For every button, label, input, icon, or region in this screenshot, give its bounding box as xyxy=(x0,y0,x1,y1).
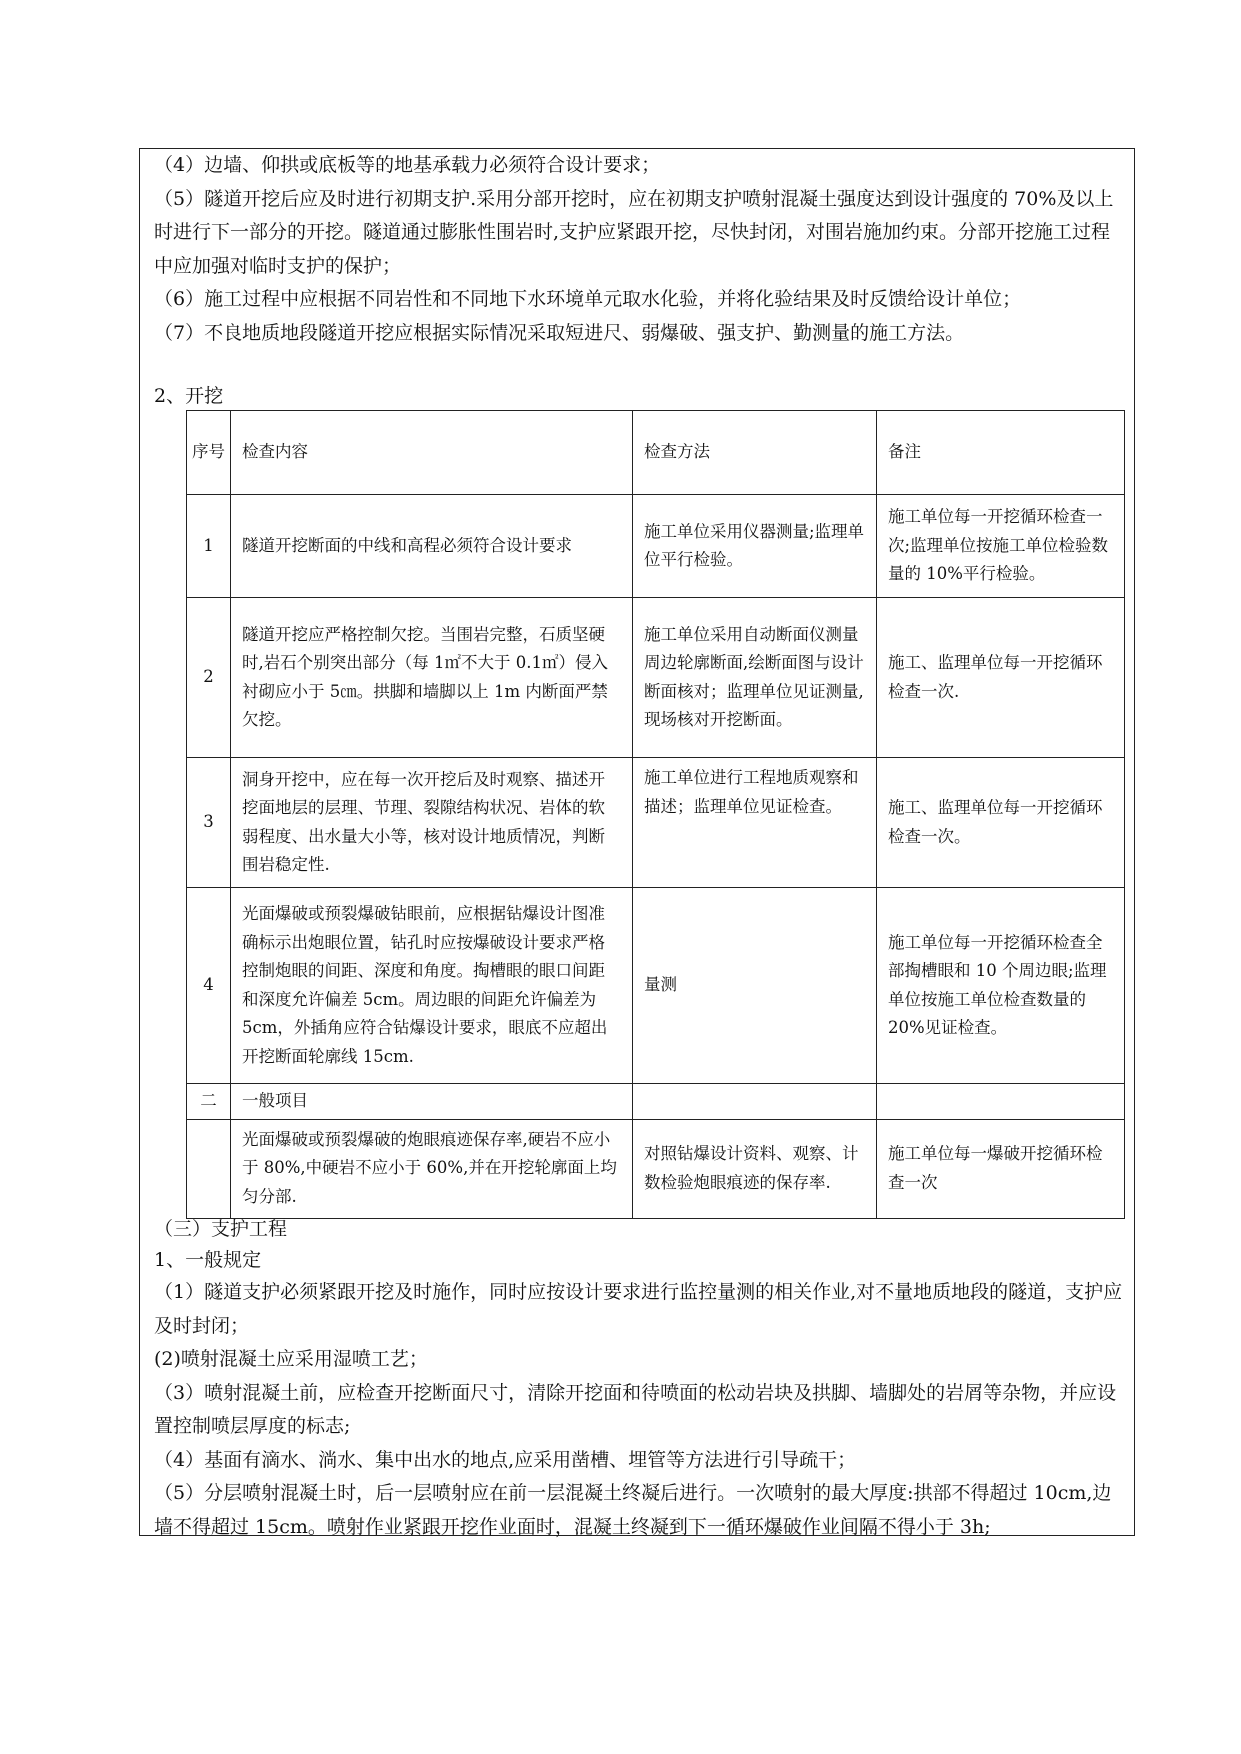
section-general-heading: 1、一般规定 xyxy=(154,1249,262,1271)
table-row xyxy=(187,888,1125,1084)
row-note: 施工单位每一爆破开挖循环检查一次 xyxy=(877,1119,1125,1218)
table-header-row xyxy=(187,411,1125,495)
section-support-heading: （三）支护工程 xyxy=(154,1218,288,1240)
row-note xyxy=(877,1084,1125,1120)
support-paragraph-1: （1）隧道支护必须紧跟开挖及时施作，同时应按设计要求进行监控量测的相关作业,对不量地质地段的隧道，支护应及时封闭； xyxy=(154,1281,1123,1337)
row-no: 4 xyxy=(187,888,231,1084)
document-frame xyxy=(139,148,1135,1536)
support-paragraph-4: （4）基面有滴水、淌水、集中出水的地点,应采用凿槽、埋管等方法进行引导疏干； xyxy=(154,1448,857,1471)
row-note: 施工、监理单位每一开挖循环检查一次。 xyxy=(877,758,1125,888)
row-method xyxy=(633,1084,877,1120)
row-content: 光面爆破或预裂爆破的炮眼痕迹保存率,硬岩不应小于 80%,中硬岩不应小于 60%,并在开挖轮廓面上均匀分部. xyxy=(231,1119,633,1218)
row-method: 量测 xyxy=(633,888,877,1084)
section-excavation-heading: 2、开挖 xyxy=(154,385,224,407)
row-no xyxy=(187,1119,231,1218)
row-content: 隧道开挖应严格控制欠挖。当围岩完整，石质坚硬时,岩石个别突出部分（每 1㎡不大于 0.1㎡）侵入衬砌应小于 5㎝。拱脚和墙脚以上 1m 内断面严禁欠挖。 xyxy=(231,598,633,758)
row-note: 施工单位每一开挖循环检查全部掏槽眼和 10 个周边眼;监理单位按施工单位检查数量的 20%见证检查。 xyxy=(877,888,1125,1084)
table-section-row xyxy=(187,1084,1125,1120)
row-no: 3 xyxy=(187,758,231,888)
paragraph-5: （5）隧道开挖后应及时进行初期支护.采用分部开挖时，应在初期支护喷射混凝土强度达到设计强度的 70%及以上时进行下一部分的开挖。隧道通过膨胀性围岩时,支护应紧跟开挖，尽快封闭，对围岩施加约束。分部开挖施工过程中应加强对临时支护的保护； xyxy=(154,187,1114,277)
inspection-table xyxy=(186,410,1125,1219)
paragraph-4: （4）边墙、仰拱或底板等的地基承载力必须符合设计要求； xyxy=(154,154,661,176)
table-row xyxy=(187,758,1125,888)
row-content: 一般项目 xyxy=(231,1084,633,1120)
support-paragraph-5: （5）分层喷射混凝土时，后一层喷射应在前一层混凝土终凝后进行。一次喷射的最大厚度:拱部不得超过 10cm,边墙不得超过 15cm。喷射作业紧跟开挖作业面时，混凝土终凝到下一循环爆破作业间隔不得小于 3h; xyxy=(154,1482,1112,1538)
header-note: 备注 xyxy=(877,411,1125,495)
row-note: 施工、监理单位每一开挖循环检查一次. xyxy=(877,598,1125,758)
table-row xyxy=(187,1119,1125,1218)
row-content: 洞身开挖中，应在每一次开挖后及时观察、描述开挖面地层的层理、节理、裂隙结构状况、岩体的软弱程度、出水量大小等，核对设计地质情况，判断围岩稳定性. xyxy=(231,758,633,888)
support-provisions-block xyxy=(154,1276,1124,1544)
row-no: 二 xyxy=(187,1084,231,1120)
row-method: 对照钻爆设计资料、观察、计数检验炮眼痕迹的保存率. xyxy=(633,1119,877,1218)
row-method: 施工单位进行工程地质观察和描述；监理单位见证检查。 xyxy=(633,758,877,888)
general-provisions-block xyxy=(154,149,1124,350)
row-method: 施工单位采用仪器测量;监理单位平行检验。 xyxy=(633,495,877,598)
paragraph-6: （6）施工过程中应根据不同岩性和不同地下水环境单元取水化验，并将化验结果及时反馈给设计单位； xyxy=(154,288,1022,310)
header-method: 检查方法 xyxy=(633,411,877,495)
table-row xyxy=(187,495,1125,598)
header-no: 序号 xyxy=(187,411,231,495)
row-no: 1 xyxy=(187,495,231,598)
row-content: 隧道开挖断面的中线和高程必须符合设计要求 xyxy=(231,495,633,598)
row-no: 2 xyxy=(187,598,231,758)
support-paragraph-2: (2)喷射混凝土应采用湿喷工艺； xyxy=(154,1348,428,1370)
paragraph-7: （7）不良地质地段隧道开挖应根据实际情况采取短进尺、弱爆破、强支护、勤测量的施工方法。 xyxy=(154,321,965,344)
row-note: 施工单位每一开挖循环检查一次;监理单位按施工单位检验数量的 10%平行检验。 xyxy=(877,495,1125,598)
row-method: 施工单位采用自动断面仪测量周边轮廓断面,绘断面图与设计断面核对；监理单位见证测量,现场核对开挖断面。 xyxy=(633,598,877,758)
support-paragraph-3: （3）喷射混凝土前，应检查开挖断面尺寸，清除开挖面和待喷面的松动岩块及拱脚、墙脚处的岩屑等杂物，并应设置控制喷层厚度的标志; xyxy=(154,1381,1117,1437)
header-content: 检查内容 xyxy=(231,411,633,495)
table-row xyxy=(187,598,1125,758)
row-content: 光面爆破或预裂爆破钻眼前，应根据钻爆设计图准确标示出炮眼位置，钻孔时应按爆破设计要求严格控制炮眼的间距、深度和角度。掏槽眼的眼口间距和深度允许偏差 5cm。周边眼的间距允许偏差为 5cm，外插角应符合钻爆设计要求，眼底不应超出开挖断面轮廓线 15cm. xyxy=(231,888,633,1084)
